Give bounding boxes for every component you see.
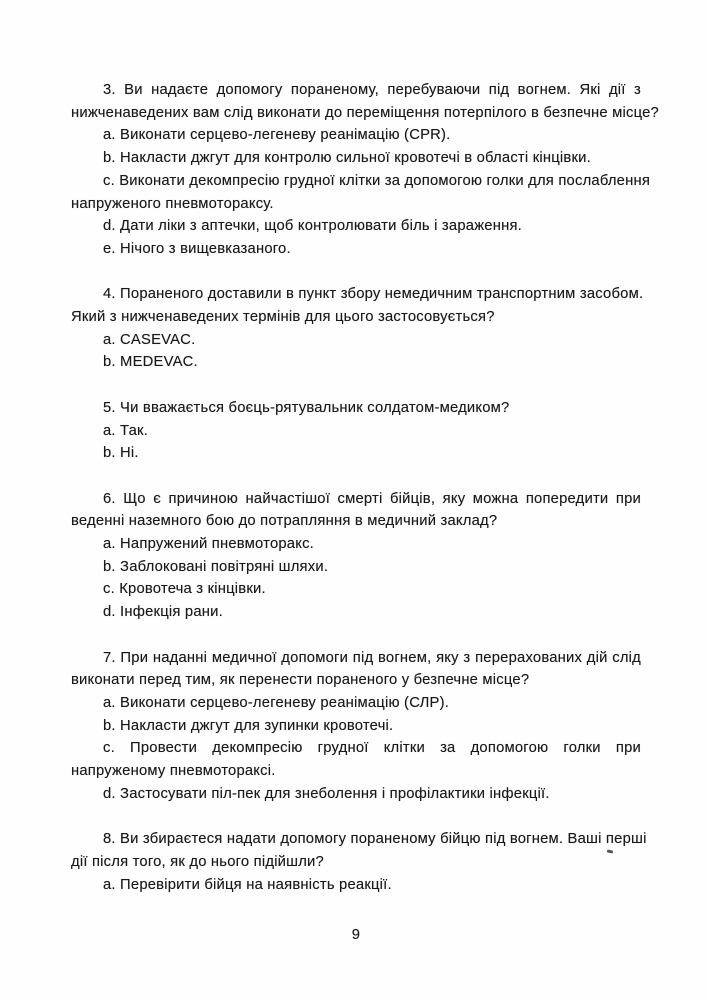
text-line: c. Провести декомпресію грудної клітки за допомогою голки при [103, 740, 641, 757]
text-line: d. Інфекція рани. [103, 604, 223, 621]
question-block-6 [71, 488, 641, 624]
question-block-7 [71, 647, 641, 806]
text-line: b. Ні. [103, 445, 139, 462]
text-line: a. Виконати серцево-легеневу реанімацію (CPR). [103, 127, 451, 144]
text-line: e. Нічого з вищевказаного. [103, 240, 291, 257]
text-line: 7. При наданні медичної допомоги під вогнем, яку з перерахованих дій слід [103, 649, 641, 666]
questions-area [71, 79, 659, 896]
page-number: 9 [351, 927, 361, 943]
text-line: напруженому пневмотораксі. [71, 763, 276, 780]
text-line: 6. Що є причиною найчастішої смерті бійців, яку можна попередити при [103, 490, 641, 507]
text-line: a. CASEVAC. [103, 331, 196, 348]
text-line: d. Застосувати піл-пек для знеболення і профілактики інфекції. [103, 785, 550, 802]
text-line: b. MEDEVAC. [103, 354, 198, 371]
text-line: a. Так. [103, 422, 149, 439]
text-line: дії після того, як до нього підійшли? [71, 853, 324, 870]
question-block-4 [71, 283, 644, 374]
question-block-8 [71, 828, 647, 896]
text-line: 4. Пораненого доставили в пункт збору немедичним транспортним засобом. [103, 286, 644, 303]
text-line: a. Перевірити бійця на наявність реакції. [103, 876, 392, 893]
text-line: 8. Ви збираєтеся надати допомогу пораненому бійцю під вогнем. Ваші перші [103, 831, 647, 848]
text-line: напруженого пневмотораксу. [71, 195, 274, 212]
text-line: c. Кровотеча з кінцівки. [103, 581, 266, 598]
question-block-5 [71, 397, 641, 465]
text-line: 5. Чи вважається боєць-рятувальник солдатом-медиком? [103, 399, 510, 416]
text-line: нижченаведених вам слід виконати до переміщення потерпілого в безпечне місце? [71, 104, 659, 121]
text-line: c. Виконати декомпресію грудної клітки за допомогою голки для послаблення [103, 172, 651, 189]
text-line: a. Виконати серцево-легеневу реанімацію (СЛР). [103, 694, 450, 711]
text-line: d. Дати ліки з аптечки, щоб контролювати біль і зараження. [103, 218, 522, 235]
text-line: веденні наземного бою до потрапляння в медичний заклад? [71, 513, 498, 530]
text-line: b. Накласти джгут для контролю сильної кровотечі в області кінцівки. [103, 150, 591, 167]
text-line: b. Накласти джгут для зупинки кровотечі. [103, 717, 394, 734]
text-line: Який з нижченаведених термінів для цього застосовується? [71, 309, 495, 326]
question-block-3 [71, 79, 659, 261]
text-line: 3. Ви надаєте допомогу пораненому, перебуваючи під вогнем. Які дії з [103, 82, 641, 98]
text-line: виконати перед тим, як перенести пораненого у безпечне місце? [71, 672, 530, 689]
text-line: b. Заблоковані повітряні шляхи. [103, 558, 329, 575]
text-line: a. Напружений пневмоторакс. [103, 536, 314, 553]
